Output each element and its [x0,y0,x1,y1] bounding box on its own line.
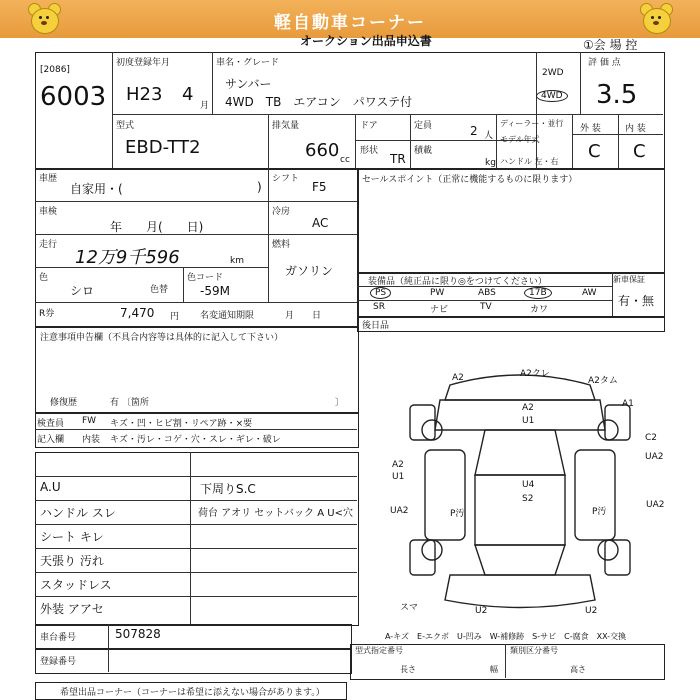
registration-number-row [35,648,352,674]
mark-s2: S2 [522,494,534,504]
chassis-number: 507828 [115,627,161,641]
color-code-label: 色コード [187,273,224,283]
classification-label: 類別区分番号 [510,646,558,655]
mark-p-stain-2: P汚 [592,507,607,517]
equip-17b: 17B [524,287,552,299]
equip-sr: SR [373,302,385,312]
shape-value: TR [390,152,406,166]
registration-year: H23 [126,84,163,105]
cooling-label: 冷房 [272,207,291,217]
doors-label: ドア [360,121,378,131]
mark-c2: C2 [645,433,658,443]
chassis-row [35,624,352,650]
mark-sma: スマ [400,603,418,613]
repair-value: 有 〔箇所 [110,398,149,408]
equipment-label: 装備品（純正品に限り◎をつけてください） [368,277,547,287]
mark-ua2-3: UA2 [646,500,665,510]
equip-tv: TV [480,302,492,312]
color-label: 色 [39,273,49,283]
width-label: 幅 [490,665,498,674]
load-unit: kg [485,158,496,168]
equip-pw: PW [430,288,445,298]
note-left-4: 天張り 汚れ [40,554,104,568]
inspector-entry-label: 記入欄 [37,435,65,445]
fuel-value: ガソリン [285,264,334,278]
mark-a2-3: A2 [392,460,404,470]
inspector-label: 検査員 [37,419,65,429]
handle-label: ハンドル 左・右 [500,157,559,166]
capacity-value: 2 [470,124,478,138]
retrofit-section [357,316,665,332]
note-right-2: 荷台 アオリ セットバック A U<穴 [198,508,353,519]
mark-u4: U4 [522,480,535,490]
load-label: 積載 [414,146,433,156]
model-year-label: モデル年式 [500,135,540,144]
inspector-fw: FW [82,416,97,426]
mileage-unit: km [230,256,244,266]
vehicle-name-label: 車名・グレード [216,58,280,68]
damage-legend: A-キズ E-エクボ U-凹み W-補修跡 S-サビ C-腐食 XX-交換 [385,632,627,641]
capacity-unit: 人 [484,131,494,141]
exterior-grade: C [588,141,601,162]
tax-unit: 円 [170,312,180,322]
desired-corner-label: 希望出品コーナー（コーナーは希望に添えない場合があります。） [60,688,325,698]
displacement-label: 排気量 [272,121,300,131]
mark-a1: A1 [622,399,634,409]
chassis-label: 車台番号 [40,633,77,643]
notes-label: 注意事項申告欄（不具合内容等は具体的に記入して下さい） [40,333,284,343]
history-label: 車歴 [39,174,58,184]
lot-code: [2086] [40,65,70,75]
mileage-value: 12万9千596 [75,247,180,268]
color-value: シロ [70,284,95,298]
tax-label: R券 [39,309,55,319]
mark-u1-1: U1 [522,416,535,426]
note-left-2: ハンドル スレ [40,506,116,520]
displacement-unit: cc [340,155,350,165]
length-label: 長さ [400,665,416,674]
banner-title: 軽自動車コーナー [274,13,426,33]
note-left-3: シート キレ [40,530,104,544]
repair-close: 〕 [335,398,345,408]
mark-p-stain-1: P汚 [450,509,465,519]
mark-a2-1: A2 [452,373,464,383]
displacement-value: 660 [305,140,340,161]
mark-ua2-1: UA2 [645,452,664,462]
interior-grade: C [633,141,646,162]
equip-navi: ナビ [430,305,449,315]
note-left-1: A.U [40,480,61,494]
model-label: 型式 [116,121,135,131]
mark-u2-1: U2 [475,606,488,616]
note-right-1: 下周りS.C [200,482,256,496]
mark-a2-tam: A2タム [588,376,618,386]
equip-ps: PS [370,287,391,299]
drive-2wd: 2WD [542,68,564,78]
vehicle-name: サンバー [225,77,272,91]
equip-abs: ABS [478,288,496,298]
model-designation-label: 型式指定番号 [355,646,403,655]
inspection-label: 車検 [39,207,58,217]
inspector-int-items: キズ・汚レ・コゲ・穴・スレ・ギレ・破レ [110,435,281,445]
form-subtitle: オークション出品申込書 [300,34,432,48]
cooling-value: AC [312,216,329,230]
selling-points-label: セールスポイント（正常に機能するものに限ります） [362,175,578,185]
history-close: ) [257,180,262,194]
new-car-warranty-value: 有・無 [618,294,655,308]
registration-label: 初度登録年月 [116,58,171,68]
shift-value: F5 [312,180,327,194]
dealer-label: ディーラー・並行 [500,119,564,128]
mark-u2-2: U2 [585,606,598,616]
inspection-value: 年 月( 日) [110,220,204,234]
note-left-6: 外装 アアセ [40,602,104,616]
tax-value: 7,470 [120,306,155,320]
shift-label: シフト [272,174,300,184]
lot-number: 6003 [40,82,107,112]
car-damage-diagram [380,360,660,620]
mark-a2-crack: A2クレ [520,369,550,379]
color-code-value: -59M [200,284,230,298]
fuel-label: 燃料 [272,240,291,250]
model-code: EBD-TT2 [125,137,201,158]
shape-label: 形状 [360,146,379,156]
equip-aw: AW [582,288,597,298]
registration-number-label: 登録番号 [40,657,77,667]
mark-u1-2: U1 [392,472,405,482]
score-value: 3.5 [596,80,638,110]
registration-month: 4 [182,84,194,105]
repair-label: 修復歴 [50,398,78,408]
month-unit: 月 [200,101,210,111]
history-value: 自家用・( [70,182,123,196]
mark-a2-2: A2 [522,403,534,413]
interior-label: 内 装 [625,124,646,134]
name-change-value: 月 日 [285,311,322,321]
equip-leather: カワ [530,305,549,315]
drive-4wd: 4WD [536,90,568,102]
color-tone-label: 色替 [150,285,169,295]
capacity-label: 定員 [414,121,433,131]
name-change-label: 名変通知期限 [200,311,255,321]
vehicle-grade: 4WD TB エアコン パワステ付 [225,95,413,109]
note-left-5: スタッドレス [40,578,112,592]
new-car-warranty-label: 新車保証 [613,275,645,284]
retrofit-label: 後日品 [362,321,390,331]
exterior-label: 外 装 [580,124,601,134]
inspector-fw-items: キズ・凹・ヒビ割・リペア跡・×要 [110,419,253,429]
score-label: 評 価 点 [588,58,621,68]
mileage-label: 走行 [39,240,58,250]
venue-copy-label: ①会 場 控 [583,38,638,52]
height-label: 高さ [570,665,586,674]
inspector-int: 内装 [82,435,101,445]
mark-ua2-2: UA2 [390,506,409,516]
